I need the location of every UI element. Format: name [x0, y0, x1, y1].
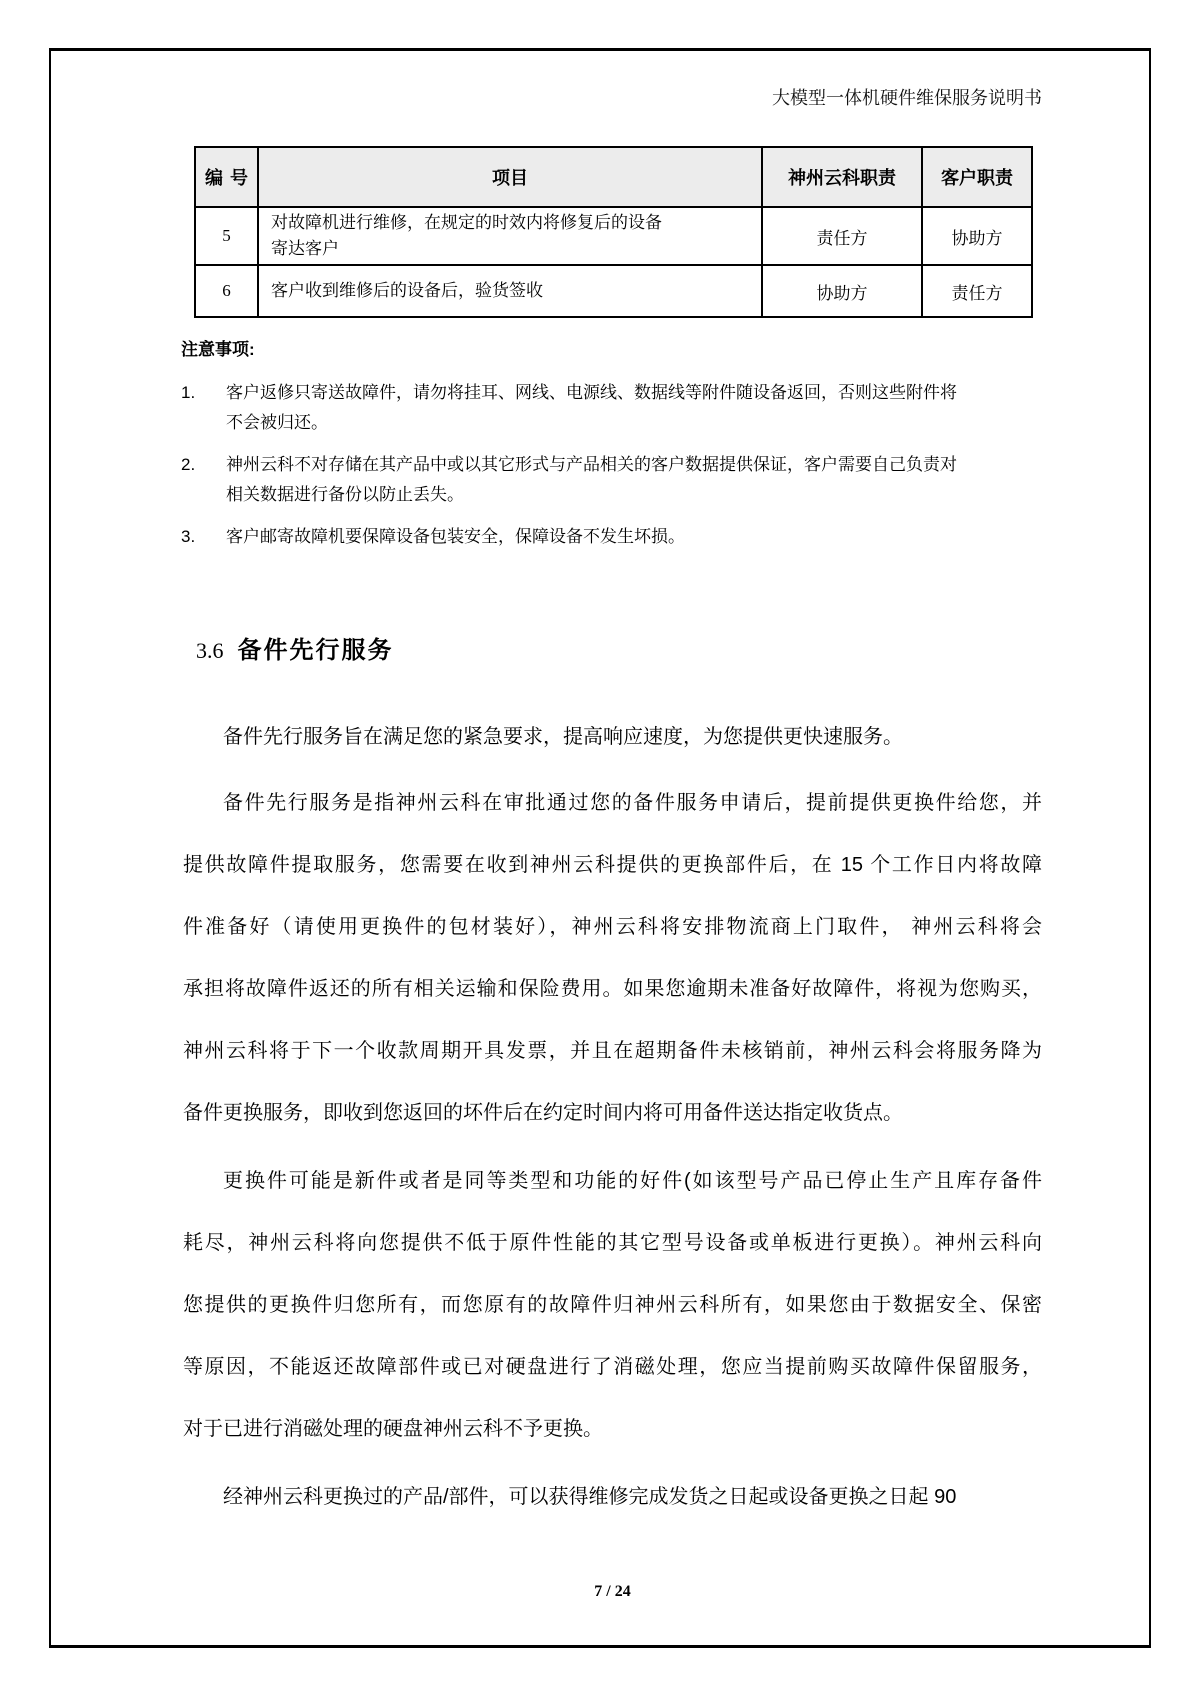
- section-heading: [196, 630, 394, 665]
- note-text: [226, 378, 1042, 438]
- note-item: [181, 522, 1042, 552]
- document-header-title: 大模型一体机硬件维保服务说明书: [772, 88, 1042, 108]
- table-header-row: [195, 147, 1032, 207]
- note-marker: 2.: [181, 455, 196, 474]
- table-row: [195, 265, 1032, 317]
- column-header-customer-duty: 客户职责: [922, 147, 1032, 207]
- note-marker: 1.: [181, 383, 196, 402]
- section-body: [183, 706, 1042, 1528]
- note-item: [181, 450, 1042, 510]
- column-header-number: 编号: [195, 147, 258, 207]
- page-number: 7 / 24: [594, 1583, 631, 1600]
- paragraph-line: 备件先行服务旨在满足您的紧急要求，提高响应速度，为您提供更快速服务。: [223, 726, 903, 748]
- note-line: 相关数据进行备份以防止丢失。: [226, 485, 464, 504]
- paragraph-line: 等原因，不能返还故障部件或已对硬盘进行了消磁处理，您应当提前购买故障件保留服务，: [183, 1356, 1042, 1378]
- customer-duty-cell: 协助方: [922, 207, 1032, 265]
- paragraph-line: 备件先行服务是指神州云科在审批通过您的备件服务申请后，提前提供更换件给您，并: [223, 792, 1042, 814]
- customer-duty-cell: 责任方: [922, 265, 1032, 317]
- paragraph: [183, 1150, 1042, 1460]
- paragraph: [183, 1466, 1042, 1528]
- responsibility-table: [194, 146, 1033, 318]
- row-number-cell: 6: [195, 265, 258, 317]
- paragraph-line: 神州云科将于下一个收款周期开具发票，并且在超期备件未核销前，神州云科会将服务降为: [183, 1040, 1042, 1062]
- paragraph-line: 经神州云科更换过的产品/部件，可以获得维修完成发货之日起或设备更换之日起 90: [223, 1486, 957, 1508]
- paragraph-line: 备件更换服务，即收到您返回的坏件后在约定时间内将可用备件送达指定收货点。: [183, 1102, 903, 1124]
- notes-title: 注意事项:: [181, 340, 255, 359]
- note-line: 客户返修只寄送故障件，请勿将挂耳、网线、电源线、数据线等附件随设备返回，否则这些附件将: [226, 383, 957, 402]
- paragraph-line: 提供故障件提取服务，您需要在收到神州云科提供的更换部件后，在 15 个工作日内将故障: [183, 854, 1042, 876]
- paragraph-line: 对于已进行消磁处理的硬盘神州云科不予更换。: [183, 1418, 603, 1440]
- table-row: [195, 207, 1032, 265]
- note-line: 客户邮寄故障机要保障设备包装安全，保障设备不发生坏损。: [226, 527, 685, 546]
- item-line: 寄达客户: [271, 239, 339, 258]
- column-header-item: 项目: [258, 147, 762, 207]
- item-cell: [258, 207, 762, 265]
- notes-section: [181, 338, 1042, 564]
- paragraph-line: 耗尽，神州云科将向您提供不低于原件性能的其它型号设备或单板进行更换）。神州云科向: [183, 1232, 1042, 1254]
- column-header-vendor-duty: 神州云科职责: [762, 147, 922, 207]
- note-line: 不会被归还。: [226, 413, 328, 432]
- paragraph-line: 更换件可能是新件或者是同等类型和功能的好件(如该型号产品已停止生产且库存备件: [223, 1170, 1042, 1192]
- row-number-cell: 5: [195, 207, 258, 265]
- vendor-duty-cell: 协助方: [762, 265, 922, 317]
- note-item: [181, 378, 1042, 438]
- item-line: 对故障机进行维修，在规定的时效内将修复后的设备: [271, 213, 662, 232]
- note-text: [226, 450, 1042, 510]
- note-line: 神州云科不对存储在其产品中或以其它形式与产品相关的客户数据提供保证，客户需要自己负责对: [226, 455, 957, 474]
- note-text: [226, 522, 1042, 552]
- paragraph: [183, 706, 1042, 768]
- paragraph-line: 件准备好（请使用更换件的包材装好），神州云科将安排物流商上门取件， 神州云科将会: [183, 916, 1042, 938]
- item-line: 客户收到维修后的设备后，验货签收: [271, 281, 543, 300]
- section-title: 备件先行服务: [237, 637, 394, 664]
- item-cell: [258, 265, 762, 317]
- paragraph-line: 您提供的更换件归您所有，而您原有的故障件归神州云科所有，如果您由于数据安全、保密: [183, 1294, 1042, 1316]
- section-number: 3.6: [196, 638, 224, 663]
- vendor-duty-cell: 责任方: [762, 207, 922, 265]
- paragraph: [183, 772, 1042, 1144]
- paragraph-line: 承担将故障件返还的所有相关运输和保险费用。如果您逾期未准备好故障件，将视为您购买，: [183, 978, 1042, 1000]
- note-marker: 3.: [181, 527, 196, 546]
